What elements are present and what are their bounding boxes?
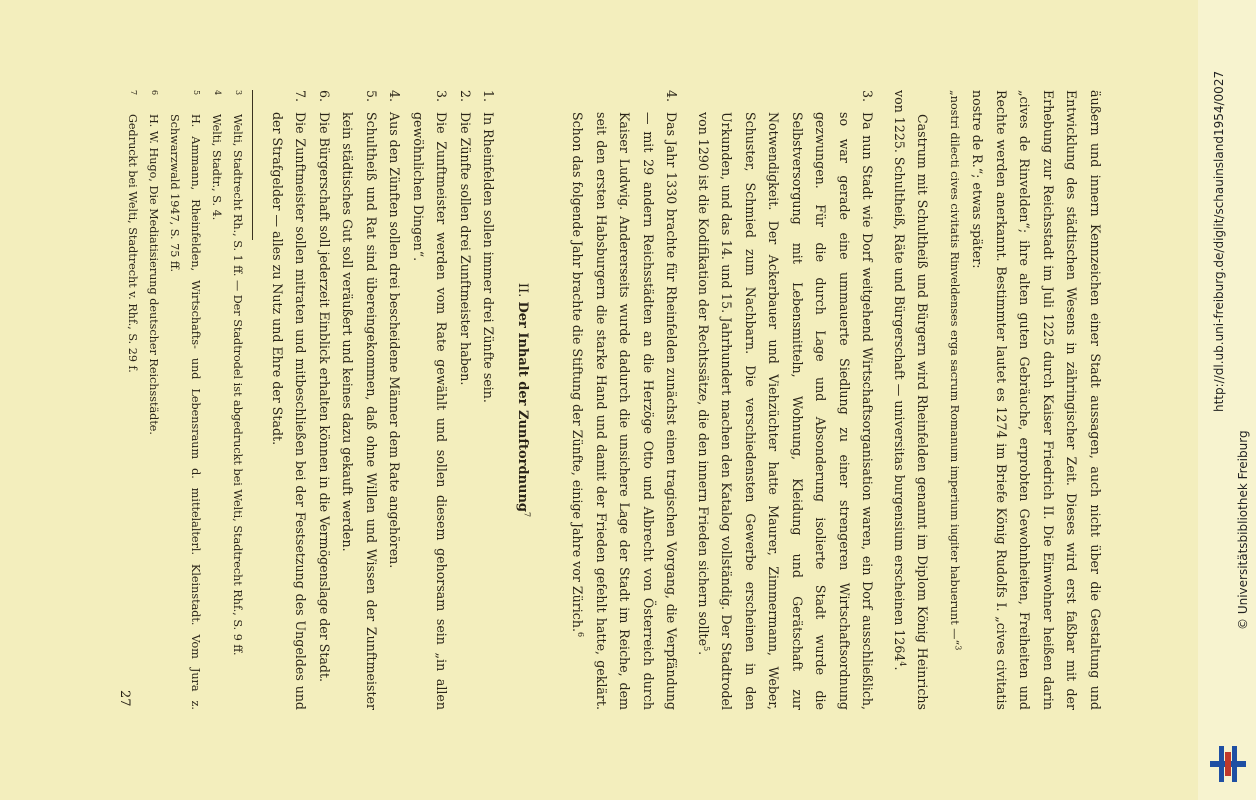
page-number: 27 bbox=[117, 690, 132, 707]
copyright-notice: © Universitätsbibliothek Freiburg bbox=[1236, 430, 1250, 630]
ordinance-list bbox=[266, 90, 501, 710]
paragraph-1: äußern und innern Kennzeichen einer Stadt aussagen, auch nicht über die Gestaltung und Entwicklung des städtischen Wesens in zähringischer Zeit. Dieses wird erst faßbar mit der Erhebung zur Reichsstadt im Juli 1225 durch Kaiser Friedrich II. Die Einwohner heißen darin „cives de Rinvelden“; ihre alten guten Gebräuche, erprobten Gewohnheiten, Freiheiten und Rechte werden anerkannt. Bestimmter lautet es 1274 im Briefe König Rudolfs I. „cives civitatis nostre de R.“; etwas später: bbox=[970, 90, 1103, 710]
ub-freiburg-logo-icon bbox=[1206, 744, 1250, 784]
footnote: 3 Welti, Stadtrecht Rh., S. 1 ff. — Der Stadtrodel ist abgedruckt bei Welti, Stadtrecht Rhf., S. 9 ff. bbox=[231, 90, 245, 656]
list-item: 2. Die Zünfte sollen drei Zunftmeister haben. bbox=[458, 90, 473, 386]
footnote-ref-3: 3 bbox=[953, 645, 963, 651]
footnote-ref-4: 4 bbox=[898, 661, 908, 667]
watermark-strip bbox=[1198, 0, 1256, 800]
footnote-ref-7: 7 bbox=[522, 512, 532, 518]
footnotes bbox=[123, 90, 249, 710]
footnote: 5 H. Ammann, Rheinfelden, Wirtschafts- und Lebensraum d. mittelalterl. Kleinstadt. Vom Jura z. Schwarzwald 1947, S. 75 ff. bbox=[168, 90, 203, 710]
list-item: 5. Schultheiß und Rat sind übereingekommen, daß ohne Willen und Wissen der Zunftmeister kein städtisches Gut soll veräußert und keines dazu gekauft werden. bbox=[340, 90, 379, 710]
footnote-ref-6: 6 bbox=[576, 631, 586, 638]
paragraph-castrum: Castrum mit Schultheiß und Bürgern wird Rheinfelden genannt im Diplom König Heinrichs von 1225. Schultheiß, Räte und Bürgerschaft — universitas burgensium erscheinen 1264$^4$. bbox=[892, 90, 931, 710]
list-item: 4. Aus den Zünften sollen drei bescheidene Männer dem Rate angehören. bbox=[387, 90, 403, 569]
list-item: 3. Die Zunftmeister werden vom Rate gewählt und sollen diesem gehorsam sein „in allen gewöhnlichen Dingen“. bbox=[411, 90, 450, 710]
section-number: 4. bbox=[664, 90, 680, 103]
page-text bbox=[123, 90, 1108, 710]
numbered-section-3: 3. Da nun Stadt wie Dorf weitgehend Wirtschaftsorganisation waren, ein Dorf ausschließlich, so war gerade eine ummauerte Siedlung zu einer strengeren Wirtschaftsordnung gezwungen. Für die durch Lage und Absonderung isolierte Stadt wurde die Selbstversorgung mit Lebensmitteln, Wohnung, Kleidung und Gerätschaft zur Notwendigkeit. Der Ackerbauer und Viehzüchter hatte Maurer, Zimmermann, Weber, Schuster, Schmied zum Nachbarn. Die verschiedensten Gewerbe erscheinen in den Urkunden, und das 14. und 15. Jahrhundert machen den Katalog vollständig. Der Stadtrodel von 1290 ist die Kodifikation der Rechtssätze, die den innern Frieden sichern sollte$^5$. bbox=[692, 90, 880, 710]
paragraph-latin-quote: „nostri dilecti cives civitatis Rinveldenses erga sacrum Romanum imperium iugiter habuerunt —“$^3$ bbox=[948, 90, 963, 651]
list-item: 6. Die Bürgerschaft soll jederzeit Einblick erhalten können in die Vermögenslage der Stadt. bbox=[317, 90, 332, 683]
section-number: 3. bbox=[860, 90, 876, 103]
footnote-ref-5: 5 bbox=[702, 646, 712, 652]
section-heading: II. Der Inhalt der Zunftordnung$^7$ bbox=[515, 282, 532, 518]
numbered-section-4: 4. Das Jahr 1330 brachte für Rheinfelden zunächst einen tragischen Vorgang, die Verpfändung — mit 29 andern Reichsstädten an die Herzöge Otto und Albrecht von Österreich durch Kaiser Ludwig. Andererseits wurde dadurch die unsichere Lage der Stadt im Reiche, dem seit den ersten Habsburgern die starke Hand und damit der Frieden gefehlt hatte, geklärt. Schon das folgende Jahr brachte die Stiftung der Zünfte, einige Jahre vor Zürich.$^6$ bbox=[566, 90, 684, 710]
source-url: http://dl.ub.uni-freiburg.de/diglit/schauinsland1954/0027 bbox=[1212, 70, 1226, 412]
footnote-divider bbox=[253, 90, 254, 240]
list-item: 1. In Rheinfelden sollen immer drei Zünfte sein. bbox=[481, 90, 497, 403]
footnote: 4 Welti, Stadtr., S. 4. bbox=[210, 90, 224, 221]
footnote: 7 Gedruckt bei Welti, Stadtrecht v. Rhf., S. 29 f. bbox=[126, 90, 140, 373]
footnote: 6 H. W. Hugo, Die Mediatisierung deutscher Reichsstädte. bbox=[147, 90, 161, 435]
list-item: 7. Die Zunftmeister sollen mitraten und mitbeschließen bei der Festsetzung des Ungeldes und der Strafgelder — alles zu Nutz und Ehre der Stadt. bbox=[270, 90, 309, 710]
